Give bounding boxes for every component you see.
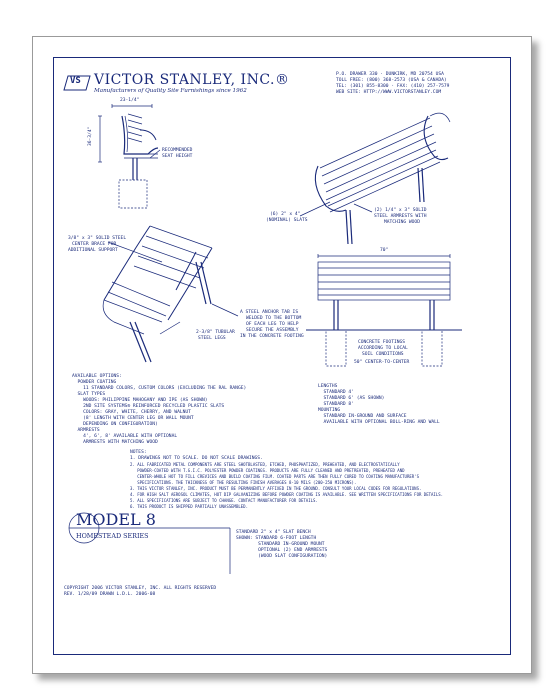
model-title: MODEL 8 xyxy=(76,510,156,529)
slats-label-1: (6) 2" x 4" xyxy=(270,212,301,217)
options-line: (8' LENGTH WITH CENTER LEG OR WALL MOUNT xyxy=(72,416,194,421)
lengths-line: AVAILABLE WITH OPTIONAL BOLL-RING AND WALL xyxy=(318,420,440,425)
armrest-label-1: (2) 1/4" x 3" SOLID xyxy=(374,208,427,213)
bench-desc-line: STANDARD 2" x 4" SLAT BENCH xyxy=(236,530,311,535)
options-line: ARMRESTS WITH MATCHING WOOD xyxy=(72,440,158,445)
length-dimension: 70" xyxy=(380,248,389,253)
note-line: 5. ALL SPECIFICATIONS ARE SUBJECT TO CHANGE. CONTACT MANUFACTURER FOR DETAILS. xyxy=(130,498,318,503)
note-line: 6. THIS PRODUCT IS SHIPPED PARTIALLY UNASSEMBLED. xyxy=(130,504,249,509)
brace-label-3: ADDITIONAL SUPPORT xyxy=(68,248,118,253)
bench-desc-line: OPTIONAL (2) END ARMRESTS xyxy=(236,548,328,553)
options-line: POWDER COATING xyxy=(72,380,117,385)
options-line: AVAILABLE OPTIONS: xyxy=(72,374,122,379)
contact-line-2: TOLL FREE: (800) 368-2573 (USA & CANADA) xyxy=(336,78,447,83)
contact-line-4: WEB SITE: HTTP://WWW.VICTORSTANLEY.COM xyxy=(336,90,442,95)
revision: REV. 1/28/09 DRAWN L.D.L. 2006-08 xyxy=(64,592,156,597)
footing-label-3: SOIL CONDITIONS xyxy=(362,352,404,357)
footing-label-1: CONCRETE FOOTINGS xyxy=(358,340,406,345)
note-line: 1. DRAWINGS NOT TO SCALE. DO NOT SCALE DRAWINGS. xyxy=(130,456,263,461)
side-view-bench xyxy=(98,104,160,208)
legs-label-2: STEEL LEGS xyxy=(198,336,226,341)
footing-label-2: ACCORDING TO LOCAL xyxy=(358,346,408,351)
anchor-tab-label-3: OF EACH LEG TO HELP xyxy=(246,322,299,327)
legs-label-1: 2-3/8" TUBULAR xyxy=(196,330,235,335)
note-line: 2. ALL FABRICATED METAL COMPONENTS ARE STEEL SHOTBLASTED, ETCHED, PHOSPHATIZED, PREHEATED, AND ELECTROSTATICALLY xyxy=(130,462,400,467)
note-line: 3. THIS VICTOR STANLEY, INC. PRODUCT MUST BE PERMANENTLY AFFIXED IN THE GROUND. CONSULT YOUR LOCAL CODES FOR REGULATIONS. xyxy=(130,486,422,491)
note-line: NOTES: xyxy=(130,450,147,455)
perspective-bench xyxy=(300,113,450,244)
anchor-tab-label-1: A STEEL ANCHOR TAB IS xyxy=(240,310,299,315)
slats-label-2: (NOMINAL) SLATS xyxy=(266,218,308,223)
note-line: SPECIFICATIONS. THE THICKNESS OF THE RESULTING FINISH AVERAGES 8-10 MILS (200-250 MICRONS). xyxy=(130,480,357,485)
options-line: 11 STANDARD COLORS, CUSTOM COLORS (EXCLUDING THE RAL RANGE) xyxy=(72,386,247,391)
contact-line-3: TEL: (301) 855-8300 · FAX: (410) 257-7579 xyxy=(336,84,450,89)
anchor-tab-label-5: IN THE CONCRETE FOOTING xyxy=(240,334,304,339)
lengths-line: MOUNTING xyxy=(318,408,341,413)
options-line: COLORS: GRAY, WHITE, CHERRY, AND WALNUT xyxy=(72,410,191,415)
options-line: ARMRESTS xyxy=(72,428,100,433)
lengths-line: STANDARD 6' (AS SHOWN) xyxy=(318,396,385,401)
brace-label-1: 3/8" x 3" SOLID STEEL xyxy=(68,236,127,241)
note-line: 4. FOR HIGH SALT AEROSOL CLIMATES, HOT DIP GALVANIZING BEFORE POWDER COATING IS AVAILABLE. SEE WRITTEN SPECIFICATIONS FOR DETAILS. xyxy=(130,492,444,497)
anchor-tab-label-2: WELDED TO THE BOTTOM xyxy=(246,316,302,321)
contact-line-1: P.O. DRAWER 330 · DUNKIRK, MD 20754 USA xyxy=(336,72,444,77)
options-line: DEPENDING ON CONFIGURATION) xyxy=(72,422,158,427)
height-dimension: 36-3/4" xyxy=(88,126,93,146)
copyright: COPYRIGHT 2006 VICTOR STANLEY, INC. ALL RIGHTS RESERVED xyxy=(64,586,217,591)
lengths-line: STANDARD 8' xyxy=(318,402,354,407)
lengths-line: STANDARD IN-GROUND AND SURFACE xyxy=(318,414,407,419)
footing-label-4: 50" CENTER-TO-CENTER xyxy=(354,360,410,365)
armrest-label-3: MATCHING WOOD xyxy=(384,220,420,225)
width-dimension: 23-1/4" xyxy=(120,98,140,103)
bench-desc-line: (WOOD SLAT CONFIGURATION) xyxy=(236,554,328,559)
seat-height-label-2: SEAT HEIGHT xyxy=(162,154,193,159)
options-line: 2ND SITE SYSTEMS® REINFORCED RECYCLED PLASTIC SLATS xyxy=(72,404,225,409)
brace-label-2: CENTER BRACE FOR xyxy=(72,242,117,247)
armrest-label-2: STEEL ARMRESTS WITH xyxy=(374,214,427,219)
anchor-tab-label-4: SECURE THE ASSEMBLY xyxy=(246,328,299,333)
lengths-line: LENGTHS xyxy=(318,384,338,389)
bench-desc-line: SHOWN: STANDARD 6-FOOT LENGTH xyxy=(236,536,317,541)
note-line: POWDER-COATED WITH T.G.I.C. POLYESTER POWDER COATINGS. PRODUCTS ARE FULLY CLEANED AND PRETREATED, PREHEATED AND xyxy=(130,468,405,473)
bench-desc-line: STANDARD IN-GROUND MOUNT xyxy=(236,542,325,547)
options-line: WOODS: PHILIPPINE MAHOGANY AND IPE (AS SHOWN) xyxy=(72,398,208,403)
brand-tagline: Manufacturers of Quality Site Furnishings since 1962 xyxy=(94,88,247,94)
lengths-line: STANDARD 4' xyxy=(318,390,354,395)
seat-height-label-1: RECOMMENDED xyxy=(162,148,193,153)
brand-name: VICTOR STANLEY, INC.® xyxy=(94,72,290,88)
options-line: SLAT TYPES xyxy=(72,392,106,397)
series-title: HOMESTEAD SERIES xyxy=(76,532,149,540)
logo-text: VS xyxy=(70,76,81,86)
options-line: 4', 6', 8' AVAILABLE WITH OPTIONAL xyxy=(72,434,178,439)
note-line: CENTER-WHOLE HOT TO FILL CREVICES AND BUILD COATING FILM. COATED PARTS ARE THEN FULLY CURED TO COATING MANUFACTURER'S xyxy=(130,474,419,479)
